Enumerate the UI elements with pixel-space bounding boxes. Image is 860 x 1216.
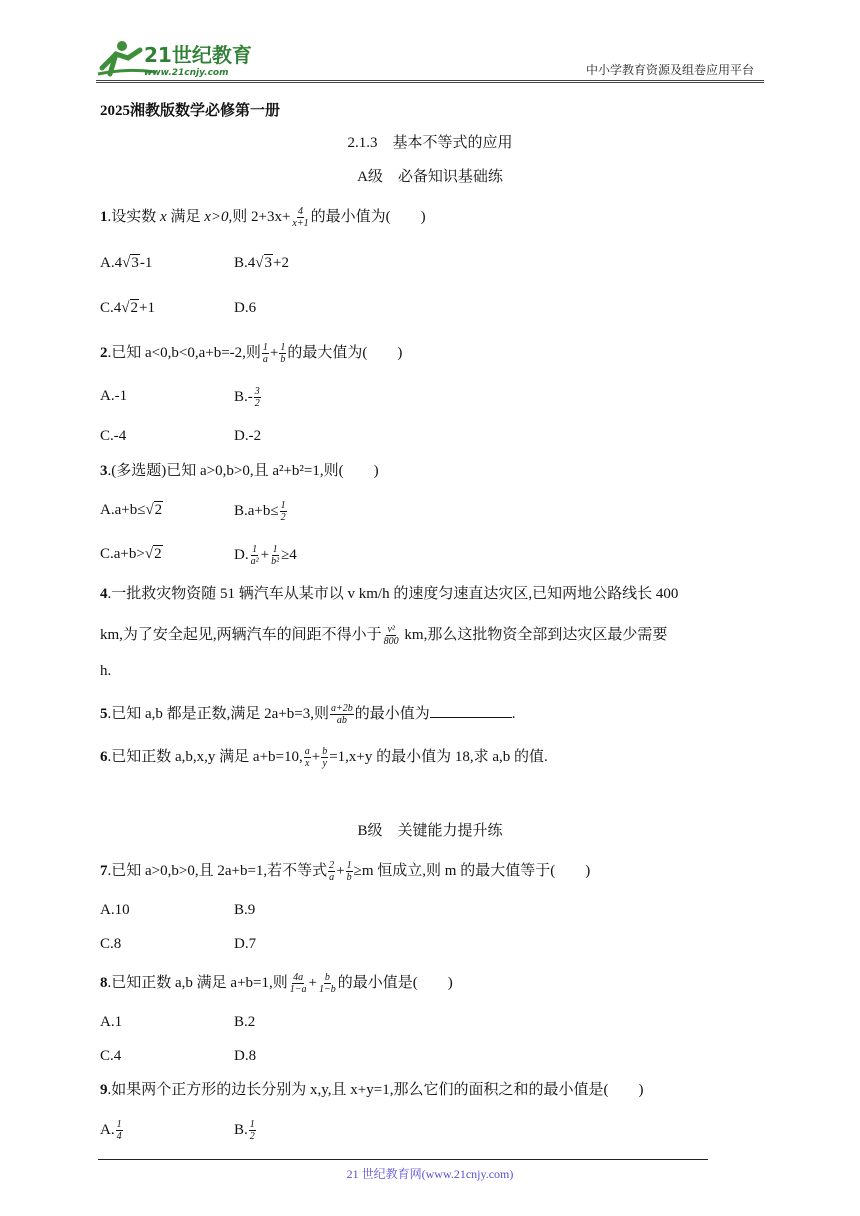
- q9-option-b: B. $\frac{1}{2}$: [234, 1119, 255, 1142]
- svg-text:21世纪教育: 21世纪教育: [144, 43, 252, 67]
- q7-option-c: C.8: [100, 936, 122, 952]
- question-4-line2: km,为了安全起见,两辆汽车的间距不得小于 $\frac{\text{v²}}{800}$ km,那么这批物资全部到达灾区最少需要: [100, 624, 668, 647]
- footer-link[interactable]: 21 世纪教育网(www.21cnjy.com): [346, 1167, 514, 1181]
- q1-option-c: C.4√2+1: [100, 300, 155, 316]
- header-rule: [96, 80, 764, 81]
- q7-option-b: B.9: [234, 902, 256, 918]
- q1-option-d: D.6: [234, 300, 257, 316]
- section-title: 2.1.3 基本不等式的应用: [347, 135, 513, 151]
- q3-option-b: B.a+b≤ $\frac{1}{2}$: [234, 500, 286, 523]
- footer-rule: [98, 1159, 708, 1160]
- q7-option-d: D.7: [234, 936, 257, 952]
- book-title: 2025湘教版数学必修第一册: [100, 103, 281, 119]
- site-logo: [96, 38, 266, 80]
- site-name: 中小学教育资源及组卷应用平台: [585, 63, 754, 77]
- question-9: 9.如果两个正方形的边长分别为 x,y,且 x+y=1,那么它们的面积之和的最小值是( ): [100, 1082, 644, 1098]
- q1-option-a: A.4√3-1: [100, 255, 153, 271]
- question-2: 2.已知 a<0,b<0,a+b=-2,则 $\frac{1}{a}$ + $\frac{1}{b}$ 的最大值为( ): [100, 342, 403, 365]
- q8-option-b: B.2: [234, 1014, 256, 1030]
- fraction: $\frac{4}{x+1}$: [292, 206, 309, 229]
- q2-option-a: A.-1: [100, 388, 128, 404]
- question-3: 3.(多选题)已知 a>0,b>0,且 a²+b²=1,则( ): [100, 463, 379, 479]
- q3-option-a: A.a+b≤√2: [100, 502, 163, 518]
- level-b-heading: B级 关键能力提升练: [357, 823, 503, 839]
- answer-blank[interactable]: [430, 703, 512, 718]
- q3-option-c: C.a+b>√2: [100, 546, 162, 562]
- q1-option-b: B.4√3+2: [234, 255, 289, 271]
- q2-option-b: B.- $\frac{3}{2}$: [234, 386, 260, 409]
- q9-option-a: A. $\frac{1}{4}$: [100, 1119, 122, 1142]
- q2-option-c: C.-4: [100, 428, 127, 444]
- header-rule-double: [96, 82, 764, 83]
- q8-option-a: A.1: [100, 1014, 123, 1030]
- q8-option-c: C.4: [100, 1048, 122, 1064]
- question-1: 1.设实数 x 满足 x>0,则 2+3x+ $\frac{4}{x+1}$ 的最小值为( ): [100, 206, 426, 229]
- question-7: 7.已知 a>0,b>0,且 2a+b=1,若不等式 $\frac{2}{a}$ + $\frac{1}{b}$ ≥m 恒成立,则 m 的最大值等于( ): [100, 860, 591, 883]
- question-8: 8.已知正数 a,b 满足 a+b=1,则 $\frac{4a}{1-a}$ + $\frac{b}{1-b}$ 的最小值是( ): [100, 972, 453, 995]
- svg-text:www.21cnjy.com: www.21cnjy.com: [144, 68, 229, 78]
- q8-option-d: D.8: [234, 1048, 257, 1064]
- q7-option-a: A.10: [100, 902, 130, 918]
- q3-option-d: D. $\frac{1}{\text{a²}}$ + $\frac{1}{\text{b²}}$ ≥4: [234, 544, 297, 567]
- question-6: 6.已知正数 a,b,x,y 满足 a+b=10, $\frac{a}{x}$ + $\frac{b}{y}$ =1,x+y 的最小值为 18,求 a,b 的值.: [100, 746, 548, 769]
- question-5: 5.已知 a,b 都是正数,满足 2a+b=3,则 $\frac{a+2b}{ab}$ 的最小值为 .: [100, 703, 516, 727]
- question-4-line3: h.: [100, 663, 112, 679]
- question-4-line1: 4.一批救灾物资随 51 辆汽车从某市以 v km/h 的速度匀速直达灾区,已知两地公路线长 400: [100, 586, 679, 602]
- q2-option-d: D.-2: [234, 428, 262, 444]
- level-a-heading: A级 必备知识基础练: [357, 169, 503, 185]
